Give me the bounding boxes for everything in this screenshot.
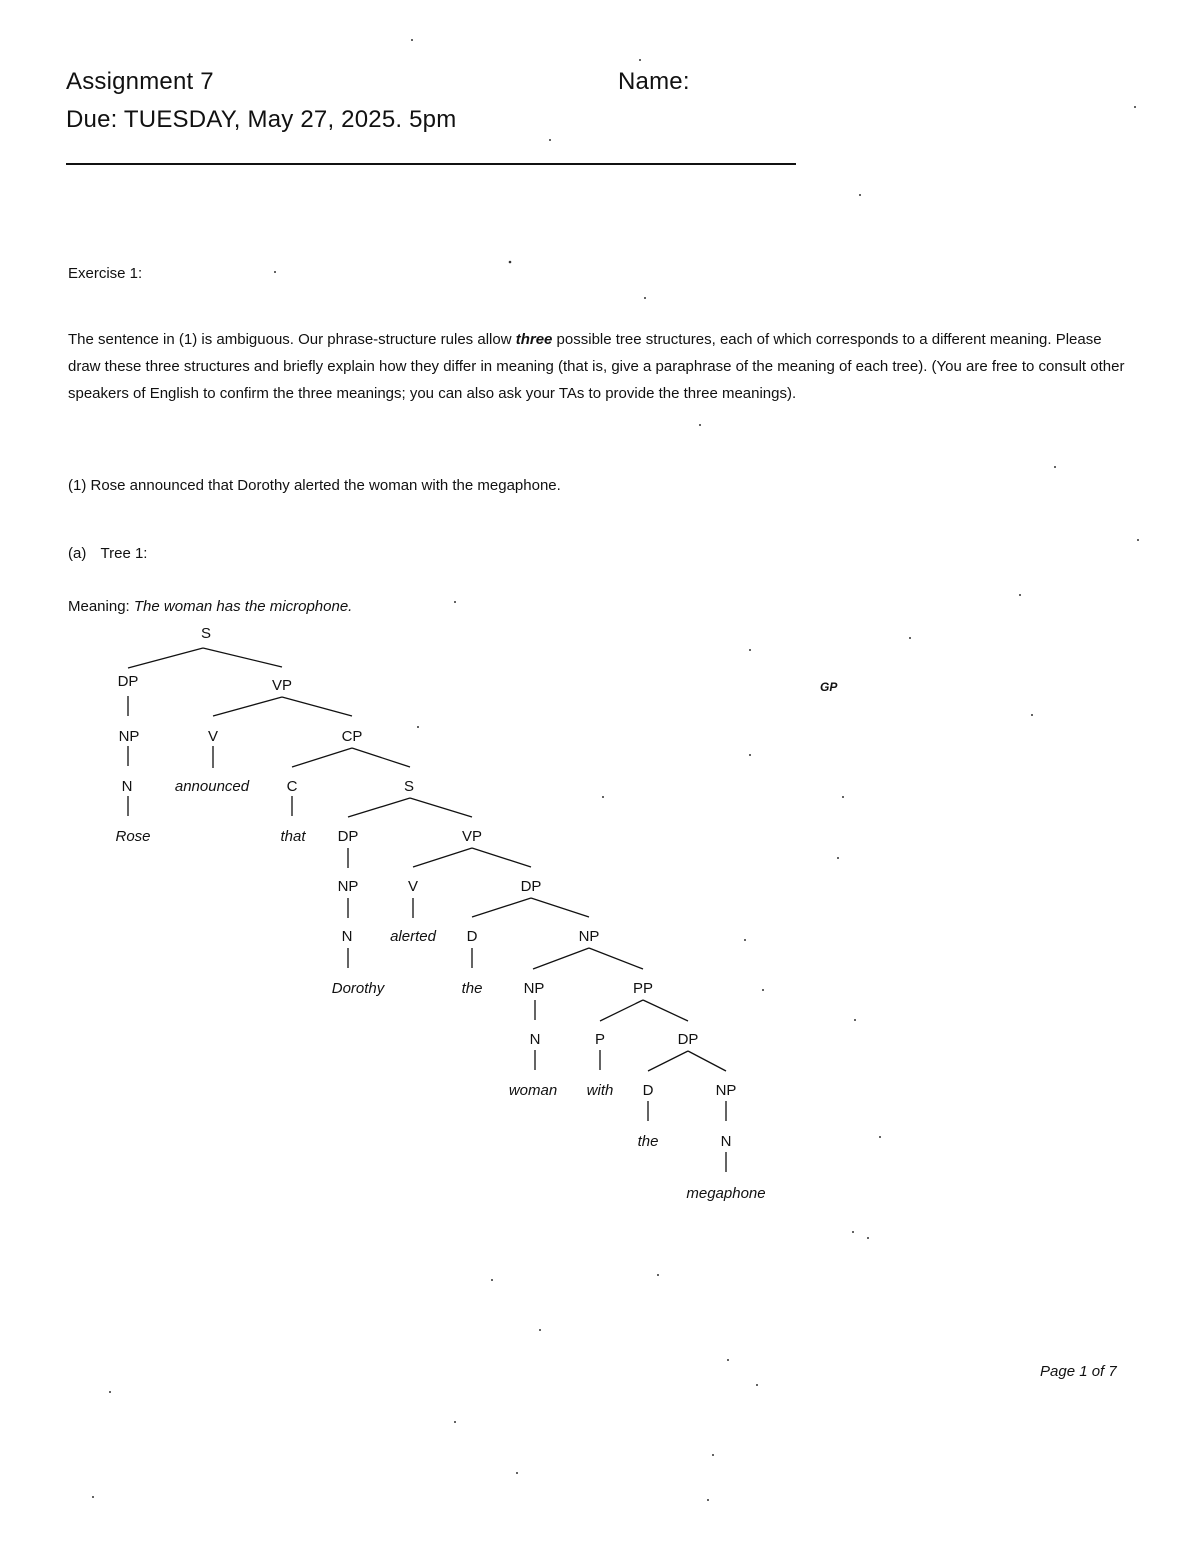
node-n-woman: N (529, 1031, 541, 1048)
meaning-text: The woman has the microphone. (133, 598, 353, 615)
instructions-part1: The sentence in (1) is ambiguous. Our phrase-structure rules allow (68, 331, 516, 348)
leaf-announced: announced (174, 778, 250, 795)
speck (1019, 594, 1021, 596)
assignment-title: Assignment 7 (66, 68, 214, 95)
node-vp-embedded: VP (461, 828, 483, 845)
speck (411, 39, 413, 41)
speck (749, 754, 751, 756)
node-n-subject: N (121, 778, 133, 795)
speck (549, 139, 551, 141)
speck (744, 939, 746, 941)
speck (727, 1359, 729, 1361)
speck (1054, 466, 1056, 468)
node-cp: CP (341, 728, 363, 745)
node-s-embedded: S (403, 778, 415, 795)
tree-label: Tree 1: (100, 545, 148, 562)
tree-nodes (115, 625, 765, 1202)
leaf-the-2: the (637, 1133, 659, 1150)
page-number: Page 1 of 7 (1040, 1363, 1117, 1380)
node-vp-main: VP (271, 677, 293, 694)
speck (756, 1384, 758, 1386)
edge-pp-dp4 (643, 1000, 688, 1021)
speck (762, 989, 764, 991)
speck (859, 194, 861, 196)
node-dp-embedded-subject: DP (337, 828, 359, 845)
edge-dp4-d2 (648, 1051, 688, 1071)
speck (602, 796, 604, 798)
node-d-megaphone: D (642, 1082, 654, 1099)
example-sentence: (1) Rose announced that Dorothy alerted the woman with the megaphone. (68, 477, 561, 494)
edge-dp3-np3 (531, 898, 589, 917)
speck (644, 297, 646, 299)
speck (1137, 539, 1139, 541)
speck (274, 271, 276, 273)
instructions-emphasis: three (515, 331, 553, 348)
speck (509, 261, 512, 264)
node-np-object: NP (578, 928, 600, 945)
speck (909, 637, 911, 639)
name-label: Name: (618, 68, 690, 95)
speck (707, 1499, 709, 1501)
node-dp-megaphone: DP (677, 1031, 699, 1048)
speck (539, 1329, 541, 1331)
speck (491, 1279, 493, 1281)
node-np-megaphone: NP (715, 1082, 737, 1099)
speck (516, 1472, 518, 1474)
edge-dp3-d (472, 898, 531, 917)
edge-vp2-v2 (413, 848, 472, 867)
edge-vp-v (213, 697, 282, 716)
part-a-number: (a) (68, 545, 87, 562)
speck (842, 796, 844, 798)
leaf-the-1: the (461, 980, 483, 997)
speck (867, 1237, 869, 1239)
node-s-root: S (200, 625, 212, 642)
node-p: P (594, 1031, 606, 1048)
speck (699, 424, 701, 426)
speck (92, 1496, 94, 1498)
edge-pp-p (600, 1000, 643, 1021)
speck (712, 1454, 714, 1456)
node-d-object: D (466, 928, 478, 945)
speck (854, 1019, 856, 1021)
edge-vp-cp (282, 697, 352, 716)
instructions-part2: possible tree structures, each of which corresponds to a different meaning. Please draw these three structures and briefly explain how they differ in meaning (that is, give a paraphrase of the meaning of each tree). (You are free to consult other speakers of English to confirm the three meanings; you can also ask your TAs to provide the three meanings). (68, 331, 1125, 402)
leaf-woman: woman (508, 1082, 558, 1099)
node-n-embedded-subject: N (341, 928, 353, 945)
edge-cp-s (352, 748, 410, 767)
node-np-embedded-subject: NP (337, 878, 359, 895)
speck (749, 649, 751, 651)
speck (1031, 714, 1033, 716)
node-dp-object: DP (520, 878, 542, 895)
speck (639, 59, 641, 61)
speck (454, 1421, 456, 1423)
edge-s-dp2 (348, 798, 410, 817)
node-c: C (286, 778, 298, 795)
stray-scan-mark: GP (820, 680, 838, 694)
exercise-label: Exercise 1: (68, 265, 143, 282)
leaf-with: with (586, 1082, 614, 1099)
edge-dp4-np5 (688, 1051, 726, 1071)
edge-cp-c (292, 748, 352, 767)
node-pp: PP (632, 980, 654, 997)
node-np-subject: NP (118, 728, 140, 745)
node-v-main: V (207, 728, 219, 745)
edge-np3-np4 (533, 948, 589, 969)
tree-edges (128, 648, 726, 1172)
speck (454, 601, 456, 603)
edge-s-vp2 (410, 798, 472, 817)
node-n-megaphone: N (720, 1133, 732, 1150)
node-np-woman: NP (523, 980, 545, 997)
leaf-rose: Rose (115, 828, 151, 845)
speck (657, 1274, 659, 1276)
meaning-label: Meaning: (68, 598, 130, 615)
speck (1134, 106, 1136, 108)
speck (837, 857, 839, 859)
edge-np3-pp (589, 948, 643, 969)
scan-noise (92, 39, 1139, 1501)
edge-s-vp (203, 648, 282, 667)
leaf-alerted: alerted (390, 928, 436, 945)
edge-vp2-dp3 (472, 848, 531, 867)
leaf-megaphone: megaphone (686, 1185, 766, 1202)
leaf-that: that (280, 828, 306, 845)
speck (109, 1391, 111, 1393)
node-v-embedded: V (407, 878, 419, 895)
speck (852, 1231, 854, 1233)
speck (417, 726, 419, 728)
speck (879, 1136, 881, 1138)
leaf-dorothy: Dorothy (331, 980, 385, 997)
node-dp-subject: DP (117, 673, 139, 690)
due-date: Due: TUESDAY, May 27, 2025. 5pm (66, 106, 457, 133)
edge-s-dp (128, 648, 203, 668)
